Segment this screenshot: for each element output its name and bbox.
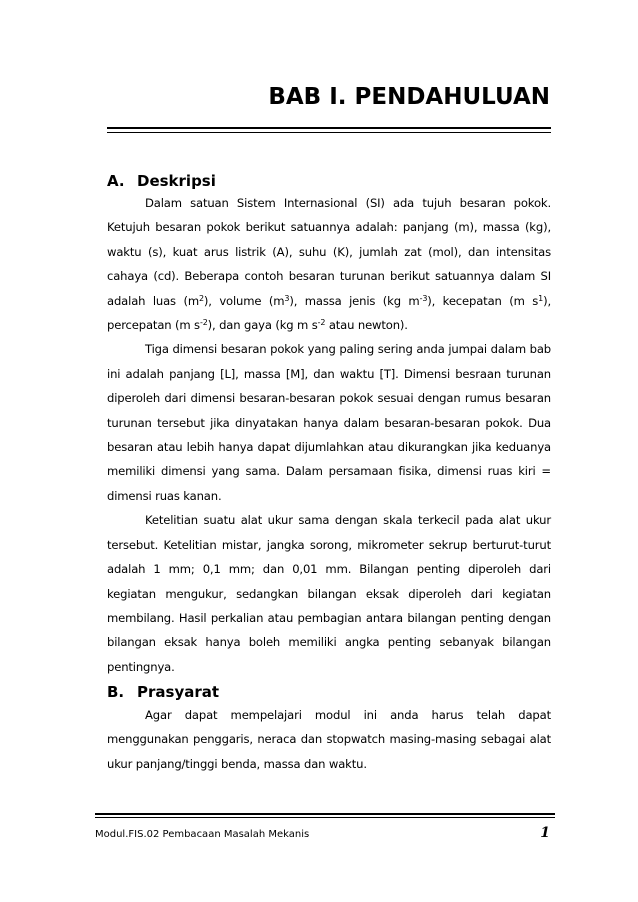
text-run: ), kecepatan (m s [427,293,539,308]
section-title: Prasyarat [137,683,220,701]
text-run: ), percepatan (m s [107,293,551,333]
section-body-deskripsi [107,191,551,679]
text-run: Dalam satuan Sistem Internasional (SI) ada tujuh besaran pokok. Ketujuh besaran pokok berikut satuannya adalah: panjang (m), massa (kg), waktu (s), kuat arus listrik (A), suhu (K), jumlah zat (mol), dan intensitas cahaya (cd). Beberapa contoh besaran turunan berikut satuannya dalam SI adalah luas (m [107,196,551,308]
superscript: -2 [199,318,208,328]
section-title: Deskripsi [137,172,216,190]
footer-module-title: Modul.FIS.02 Pembacaan Masalah Mekanis [95,829,310,840]
section-heading-prasyarat [107,683,219,701]
paragraph-ketelitian: Ketelitian suatu alat ukur sama dengan skala terkecil pada alat ukur tersebut. Ketelitian mistar, jangka sorong, mikrometer sekrup berturut-turut adalah 1 mm; 0,1 mm; dan 0,01 mm. Bilangan penting diperoleh dari kegiatan mengukur, sedangkan bilangan eksak diperoleh dari kegiatan membilang. Hasil perkalian atau pembagian antara bilangan penting dengan bilangan eksak hanya boleh memiliki angka penting sebanyak bilangan pentingnya. [107,513,551,674]
text-run: atau newton). [325,318,408,333]
superscript: 2 [198,293,204,303]
paragraph-satuan-si [107,191,551,337]
superscript: 1 [538,293,544,303]
chapter-title: BAB I. PENDAHULUAN [268,84,550,110]
section-number: A. [107,172,125,190]
header-rule-thin [107,132,551,133]
section-body-prasyarat [107,703,551,776]
footer-rule [95,813,555,815]
section-number: B. [107,683,125,701]
page-number: 1 [540,825,550,841]
header-rule [107,127,551,129]
superscript: -2 [317,318,326,328]
text-run: ), dan gaya (kg m s [207,318,318,333]
text-run: ), volume (m [203,293,285,308]
section-heading-deskripsi [107,172,216,190]
footer-rule-thin [95,817,555,818]
superscript: -3 [419,293,428,303]
superscript: 3 [284,293,290,303]
paragraph-prasyarat: Agar dapat mempelajari modul ini anda harus telah dapat menggunakan penggaris, neraca dan stopwatch masing-masing sebagai alat ukur panjang/tinggi benda, massa dan waktu. [107,708,551,771]
text-run: ), massa jenis (kg m [289,293,420,308]
paragraph-dimensi: Tiga dimensi besaran pokok yang paling sering anda jumpai dalam bab ini adalah panjang [L], massa [M], dan waktu [T]. Dimensi besraan turunan diperoleh dari dimensi besaran-besaran pokok sesuai dengan rumus besaran turunan tersebut jika dinyatakan hanya dalam besaran-besaran pokok. Dua besaran atau lebih hanya dapat dijumlahkan atau dikurangkan jika keduanya memiliki dimensi yang sama. Dalam persamaan fisika, dimensi ruas kiri = dimensi ruas kanan. [107,342,551,503]
